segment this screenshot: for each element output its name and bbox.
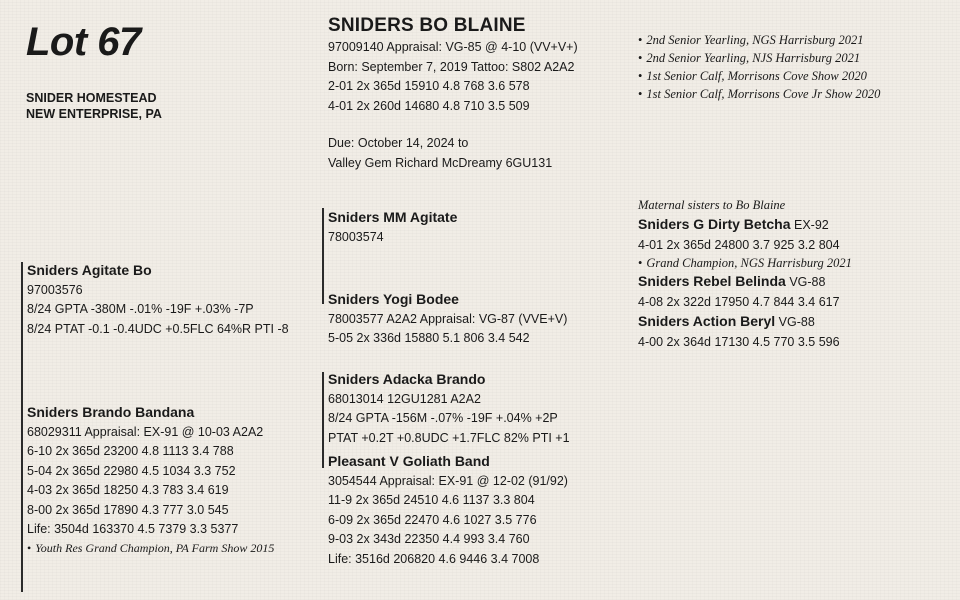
dam-record: 6-10 2x 365d 23200 4.8 1113 3.4 788 [27, 444, 234, 458]
sister-1-title [638, 215, 852, 236]
honor-item: • 2nd Senior Yearling, NJS Harrisburg 2021 [638, 51, 861, 65]
lot-number: Lot 67 [26, 20, 141, 64]
sister-1-score: EX-92 [793, 218, 829, 232]
sister-2-record: 4-08 2x 322d 17950 4.7 844 3.4 617 [638, 294, 840, 309]
sister-2-title [638, 272, 852, 293]
sister-2-name: Sniders Rebel Belinda [638, 273, 786, 289]
dam-lifetime-record: Life: 3504d 163370 4.5 7379 3.3 5377 [27, 522, 239, 536]
sire-dam-reg: 78003577 A2A2 Appraisal: VG-87 (VVE+V) [328, 311, 568, 326]
honor-item: • 2nd Senior Yearling, NGS Harrisburg 2021 [638, 33, 864, 47]
main-animal-name: SNIDERS BO BLAINE [328, 15, 526, 36]
dam-dam-lifetime-record: Life: 3516d 206820 4.6 9446 3.4 7008 [328, 551, 540, 566]
due-date-line: Due: October 14, 2024 to [328, 136, 469, 150]
sire [27, 261, 289, 339]
main-animal-record-2: 4-01 2x 260d 14680 4.8 710 3.5 509 [328, 98, 530, 113]
main-animal-reg: 97009140 Appraisal: VG-85 @ 4-10 (VV+V+) [328, 40, 578, 54]
sire-ptat: 8/24 PTAT -0.1 -0.4UDC +0.5FLC 64%R PTI -8 [27, 321, 289, 336]
dam-sire-name: Sniders Adacka Brando [328, 371, 486, 387]
dam-record: 4-03 2x 365d 18250 4.3 783 3.4 619 [27, 483, 229, 497]
main-animal [328, 14, 578, 116]
honor-item: • 1st Senior Calf, Morrisons Cove Show 2020 [638, 69, 867, 83]
dam-sire [328, 370, 570, 448]
dam-sire-gpta: 8/24 GPTA -156M -.07% -19F +.04% +2P [328, 411, 558, 425]
dam-record: 5-04 2x 365d 22980 4.5 1034 3.3 752 [27, 463, 236, 478]
sire-sire-name: Sniders MM Agitate [328, 209, 458, 225]
sire-dam-name: Sniders Yogi Bodee [328, 291, 459, 307]
sire-name: Sniders Agitate Bo [27, 262, 152, 278]
dam-dam-name: Pleasant V Goliath Band [328, 453, 490, 469]
dam-reg: 68029311 Appraisal: EX-91 @ 10-03 A2A2 [27, 424, 264, 439]
sister-1-name: Sniders G Dirty Betcha [638, 216, 791, 232]
main-animal-born: Born: September 7, 2019 Tattoo: S802 A2A2 [328, 59, 575, 74]
pedigree-bracket-sire-dam [21, 262, 23, 592]
service-sire: Valley Gem Richard McDreamy 6GU131 [328, 155, 553, 170]
dam-record: 8-00 2x 365d 17890 4.3 777 3.0 545 [27, 502, 229, 517]
due-date [328, 134, 552, 173]
sister-1-honor: • Grand Champion, NGS Harrisburg 2021 [638, 256, 852, 270]
dam-dam [328, 452, 568, 569]
dam-dam-record: 9-03 2x 343d 22350 4.4 993 3.4 760 [328, 532, 530, 546]
dam-sire-reg: 68013014 12GU1281 A2A2 [328, 391, 481, 406]
pedigree-bracket-dam [322, 372, 324, 468]
sire-dam [328, 290, 567, 349]
sire-sire-reg: 78003574 [328, 229, 384, 244]
consignor [26, 90, 162, 122]
dam-dam-record: 11-9 2x 365d 24510 4.6 1137 3.3 804 [328, 493, 535, 507]
dam-honor: • Youth Res Grand Champion, PA Farm Show 2015 [27, 540, 275, 555]
dam-sire-ptat: PTAT +0.2T +0.8UDC +1.7FLC 82% PTI +1 [328, 430, 570, 445]
honor-item: • 1st Senior Calf, Morrisons Cove Jr Show 2020 [638, 87, 881, 101]
sister-2-score: VG-88 [789, 275, 826, 289]
maternal-sisters [638, 196, 852, 352]
sister-3-record: 4-00 2x 364d 17130 4.5 770 3.5 596 [638, 334, 840, 349]
dam-dam-reg: 3054544 Appraisal: EX-91 @ 12-02 (91/92) [328, 473, 568, 488]
dam [27, 403, 274, 557]
maternal-sisters-heading: Maternal sisters to Bo Blaine [638, 198, 786, 212]
consignor-location: NEW ENTERPRISE, PA [26, 107, 162, 121]
sire-sire [328, 208, 457, 247]
sire-gpta: 8/24 GPTA -380M -.01% -19F +.03% -7P [27, 302, 254, 316]
sister-3-title [638, 312, 852, 333]
honors-list [638, 31, 880, 103]
dam-name: Sniders Brando Bandana [27, 404, 195, 420]
sister-3-score: VG-88 [778, 315, 815, 329]
pedigree-bracket-sire [322, 208, 324, 304]
sister-3-name: Sniders Action Beryl [638, 313, 776, 329]
sire-dam-record: 5-05 2x 336d 15880 5.1 806 3.4 542 [328, 331, 530, 345]
consignor-farm: SNIDER HOMESTEAD [26, 91, 157, 105]
main-animal-record-1: 2-01 2x 365d 15910 4.8 768 3.6 578 [328, 79, 530, 93]
sire-reg: 97003576 [27, 282, 83, 297]
sister-1-record: 4-01 2x 365d 24800 3.7 925 3.2 804 [638, 237, 840, 252]
dam-dam-record: 6-09 2x 365d 22470 4.6 1027 3.5 776 [328, 512, 537, 527]
